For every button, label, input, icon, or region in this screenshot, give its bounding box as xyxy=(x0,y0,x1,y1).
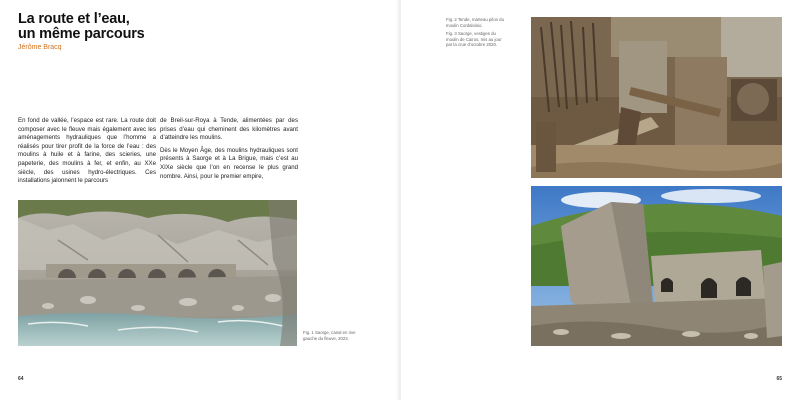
body-paragraph: En fond de vallée, l’espace est rare. La route doit composer avec le fleuve mais également avec les aménagements hydrauliques que l’homme a réalisés pour tirer profit de la force de l’eau : des moulins à huile et à farine, des scieries, une papeterie, des moulins à fer, et enfin, au XXe siècle, des usines hydro-électriques. Ces installations jalonnent le parcours xyxy=(18,117,156,185)
text-column-2 xyxy=(160,117,298,185)
figure-1-caption xyxy=(303,330,357,344)
title-line-1: La route et l’eau, xyxy=(18,11,130,27)
page-number: 64 xyxy=(18,376,24,382)
figure-3-caption: Fig. 3 Saorge, vestiges du moulin de Cairos, mis au jour par la crue d’octobre 2020. xyxy=(446,31,502,48)
page-number: 65 xyxy=(776,376,782,382)
left-page xyxy=(0,0,399,400)
caption-text: Fig. 1 Saorge, canal en rive gauche du fleuve, 2023. xyxy=(303,330,356,341)
figure-captions xyxy=(446,17,504,51)
title-line-2: un même parcours xyxy=(18,26,145,42)
right-page xyxy=(401,0,800,400)
figure-1-canal-photo xyxy=(18,200,297,346)
article-title xyxy=(18,12,145,42)
figure-3-mill-ruins-photo xyxy=(531,186,782,346)
figure-2-trip-hammer-photo xyxy=(531,17,782,178)
figure-2-caption: Fig. 2 Tende, marteau pilon du moulin Cordaloisio. xyxy=(446,17,504,28)
body-paragraph: Dès le Moyen Âge, des moulins hydrauliques sont présents à Saorge et à La Brigue, mais c’est au XIXe siècle que l’on en recense le plus grand nombre. Ainsi, pour le premier empire, xyxy=(160,146,298,180)
author-name: Jérôme Bracq xyxy=(18,44,62,51)
body-paragraph: de Breil-sur-Roya à Tende, alimentées par des prises d’eau qui cheminent des kilomètres avant d’atteindre les moulins. xyxy=(160,117,298,142)
text-column-1 xyxy=(18,117,156,190)
